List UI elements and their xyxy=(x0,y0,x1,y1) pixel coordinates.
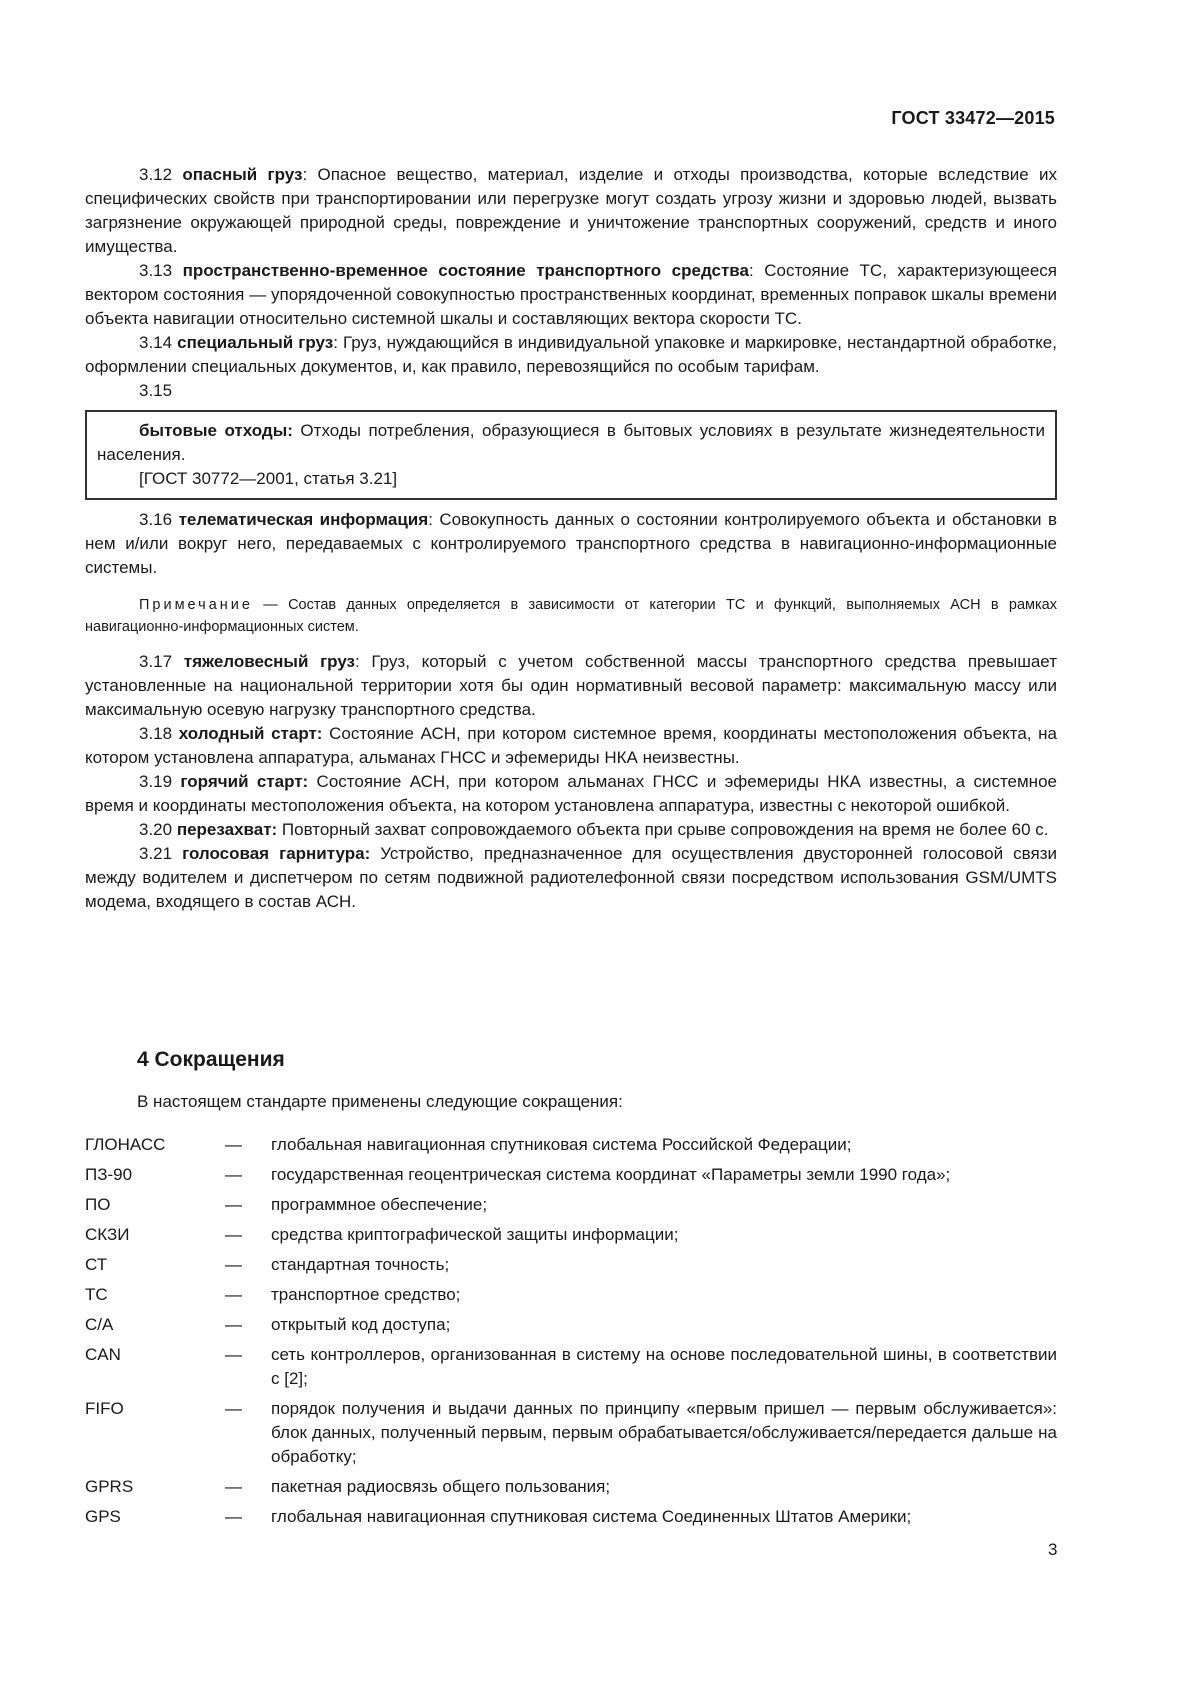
definition-3-19 xyxy=(85,770,1057,818)
abbreviation-row xyxy=(85,1283,1057,1307)
abbreviation-row xyxy=(85,1133,1057,1157)
abbreviation-description: сеть контроллеров, организованная в систему на основе последовательной шины, в соответствии с [2]; xyxy=(271,1345,1057,1388)
abbreviation-code: GPS xyxy=(85,1507,121,1526)
definition-separator: : xyxy=(748,261,754,280)
abbreviation-row xyxy=(85,1397,1057,1469)
definition-text: Состояние АСН, при котором альманах ГНСС и эфемериды НКА известны, а системное время и координаты местоположения объекта, на котором установлена аппаратура, известны с некоторой ошибкой. xyxy=(85,772,1057,815)
definition-term: специальный груз xyxy=(177,333,334,352)
quoted-definition-box xyxy=(85,410,1057,500)
abbreviation-code: ТС xyxy=(85,1285,108,1304)
definition-text: Опасное вещество, материал, изделие и отходы производства, которые вследствие их специфических свойств при транспортировании или перегрузке могут создать угрозу жизни и здоровью людей, вызвать загрязнение окружающей природной среды, повреждение и уничтожение транспортных сооружений, средств и иного имущества. xyxy=(85,165,1058,256)
abbreviation-dash: — xyxy=(225,1165,242,1184)
definition-3-18 xyxy=(85,722,1057,770)
definition-separator: : xyxy=(428,510,433,529)
definition-term: тяжеловесный груз xyxy=(183,652,355,671)
definition-separator: : xyxy=(355,652,360,671)
abbreviation-list xyxy=(85,1133,1057,1535)
definition-number: 3.16 xyxy=(139,510,173,529)
definition-term: перезахват: xyxy=(176,820,278,839)
abbreviation-row xyxy=(85,1163,1057,1187)
abbreviation-dash: — xyxy=(225,1255,242,1274)
definition-text: Груз, который с учетом собственной массы транспортного средства превышает установленные на национальной территории хотя бы один нормативный весовой параметр: максимальную массу или максимальную осевую нагрузку транспортного средства. xyxy=(85,652,1057,719)
definition-number: 3.12 xyxy=(139,165,173,184)
abbreviation-code: FIFO xyxy=(85,1399,124,1418)
abbreviation-row xyxy=(85,1313,1057,1337)
section-heading: 4 Сокращения xyxy=(137,1048,285,1071)
definition-number: 3.13 xyxy=(139,261,173,280)
note-text: — Состав данных определяется в зависимости от категории ТС и функций, выполняемых АСН в рамках навигационно-информационных систем. xyxy=(85,597,1057,635)
definition-number: 3.21 xyxy=(139,844,173,863)
definition-number: 3.19 xyxy=(139,772,173,791)
note xyxy=(85,594,1057,638)
definition-text: Совокупность данных о состоянии контролируемого объекта и обстановки в нем и/или вокруг него, передаваемых с контролируемого транспортного средства в навигационно-информационные системы. xyxy=(85,510,1057,577)
abbreviation-row xyxy=(85,1505,1057,1529)
definition-text: Повторный захват сопровождаемого объекта при срыве сопровождения на время не более 60 с. xyxy=(277,820,1049,839)
definition-text: Отходы потребления, образующиеся в бытовых условиях в результате жизнедеятельности населения. xyxy=(97,421,1045,464)
abbreviation-dash: — xyxy=(225,1399,242,1418)
definition-3-12 xyxy=(85,163,1057,259)
abbreviation-dash: — xyxy=(225,1285,242,1304)
definition-number: 3.14 xyxy=(139,333,173,352)
abbreviation-row xyxy=(85,1343,1057,1391)
abbreviation-dash: — xyxy=(225,1135,242,1154)
abbreviation-description: открытый код доступа; xyxy=(271,1315,451,1334)
abbreviation-description: порядок получения и выдачи данных по принципу «первым пришел — первым обслуживается»: блок данных, полученный первым, первым обрабатывается/обслуживается/передается дальше на обработку; xyxy=(271,1399,1057,1466)
definition-text: Состояние ТС, характеризующееся вектором состояния — упорядоченной совокупностью пространственных координат, временных поправок шкалы времени объекта навигации относительно системной шкалы и составляющих вектора скорости ТС. xyxy=(85,261,1057,328)
definition-number: 3.18 xyxy=(139,724,173,743)
definition-3-15 xyxy=(97,419,1045,467)
abbreviation-dash: — xyxy=(225,1225,242,1244)
abbreviation-code: ГЛОНАСС xyxy=(85,1135,166,1154)
definition-term: опасный груз xyxy=(182,165,303,184)
abbreviation-code: СТ xyxy=(85,1255,108,1274)
definition-term: горячий старт: xyxy=(180,772,309,791)
definition-number: 3.17 xyxy=(139,652,173,671)
abbreviation-description: программное обеспечение; xyxy=(271,1195,488,1214)
section-intro: В настоящем стандарте применены следующие сокращения: xyxy=(137,1092,623,1111)
abbreviation-dash: — xyxy=(225,1195,242,1214)
definition-3-14 xyxy=(85,331,1057,379)
abbreviation-description: государственная геоцентрическая система координат «Параметры земли 1990 года»; xyxy=(271,1165,951,1184)
definition-term: холодный старт: xyxy=(178,724,323,743)
abbreviation-row xyxy=(85,1475,1057,1499)
definition-term: телематическая информация xyxy=(178,510,429,529)
abbreviation-row xyxy=(85,1223,1057,1247)
abbreviation-description: пакетная радиосвязь общего пользования; xyxy=(271,1477,611,1496)
definitions-section xyxy=(85,163,1057,914)
abbreviation-code: GPRS xyxy=(85,1477,134,1496)
definition-term: голосовая гарнитура: xyxy=(182,844,371,863)
definition-source-reference: [ГОСТ 30772—2001, статья 3.21] xyxy=(139,469,398,488)
definition-text: Груз, нуждающийся в индивидуальной упаковке и маркировке, нестандартной обработке, оформлении специальных документов, и, как правило, перевозящийся по особым тарифам. xyxy=(85,333,1057,376)
abbreviation-description: стандартная точность; xyxy=(271,1255,450,1274)
abbreviation-description: глобальная навигационная спутниковая система Соединенных Штатов Америки; xyxy=(271,1507,912,1526)
document-header-id: ГОСТ 33472—2015 xyxy=(891,108,1055,128)
definition-3-21 xyxy=(85,842,1057,914)
definition-3-16 xyxy=(85,508,1057,580)
abbreviation-dash: — xyxy=(225,1477,242,1496)
definition-3-17 xyxy=(85,650,1057,722)
note-label: Примечание xyxy=(139,597,253,613)
abbreviation-code: С/А xyxy=(85,1315,114,1334)
abbreviation-row xyxy=(85,1253,1057,1277)
abbreviation-dash: — xyxy=(225,1345,242,1364)
definition-number: 3.20 xyxy=(139,820,173,839)
definition-3-20 xyxy=(85,818,1057,842)
abbreviation-code: ПЗ-90 xyxy=(85,1165,133,1184)
abbreviation-row xyxy=(85,1193,1057,1217)
abbreviation-code: ПО xyxy=(85,1195,111,1214)
definition-3-15-number: 3.15 xyxy=(139,381,173,400)
definition-separator: : xyxy=(333,333,338,352)
abbreviation-description: глобальная навигационная спутниковая система Российской Федерации; xyxy=(271,1135,852,1154)
definition-text: Устройство, предназначенное для осуществления двусторонней голосовой связи между водителем и диспетчером по сетям подвижной радиотелефонной связи посредством использования GSM/UMTS модема, входящего в состав АСН. xyxy=(85,844,1057,911)
abbreviation-code: СКЗИ xyxy=(85,1225,130,1244)
abbreviation-description: средства криптографической защиты информации; xyxy=(271,1225,679,1244)
abbreviation-description: транспортное средство; xyxy=(271,1285,461,1304)
definition-term: пространственно-временное состояние транспортного средства xyxy=(182,261,749,280)
page-number: 3 xyxy=(1048,1540,1058,1559)
abbreviation-dash: — xyxy=(225,1315,242,1334)
definition-text: Состояние АСН, при котором системное время, координаты местоположения объекта, на котором установлена аппаратура, альманах ГНСС и эфемериды НКА неизвестны. xyxy=(85,724,1057,767)
definition-separator: : xyxy=(302,165,308,184)
abbreviation-code: CAN xyxy=(85,1345,121,1364)
definition-term: бытовые отходы: xyxy=(139,421,293,440)
definition-3-13 xyxy=(85,259,1057,331)
abbreviation-dash: — xyxy=(225,1507,242,1526)
